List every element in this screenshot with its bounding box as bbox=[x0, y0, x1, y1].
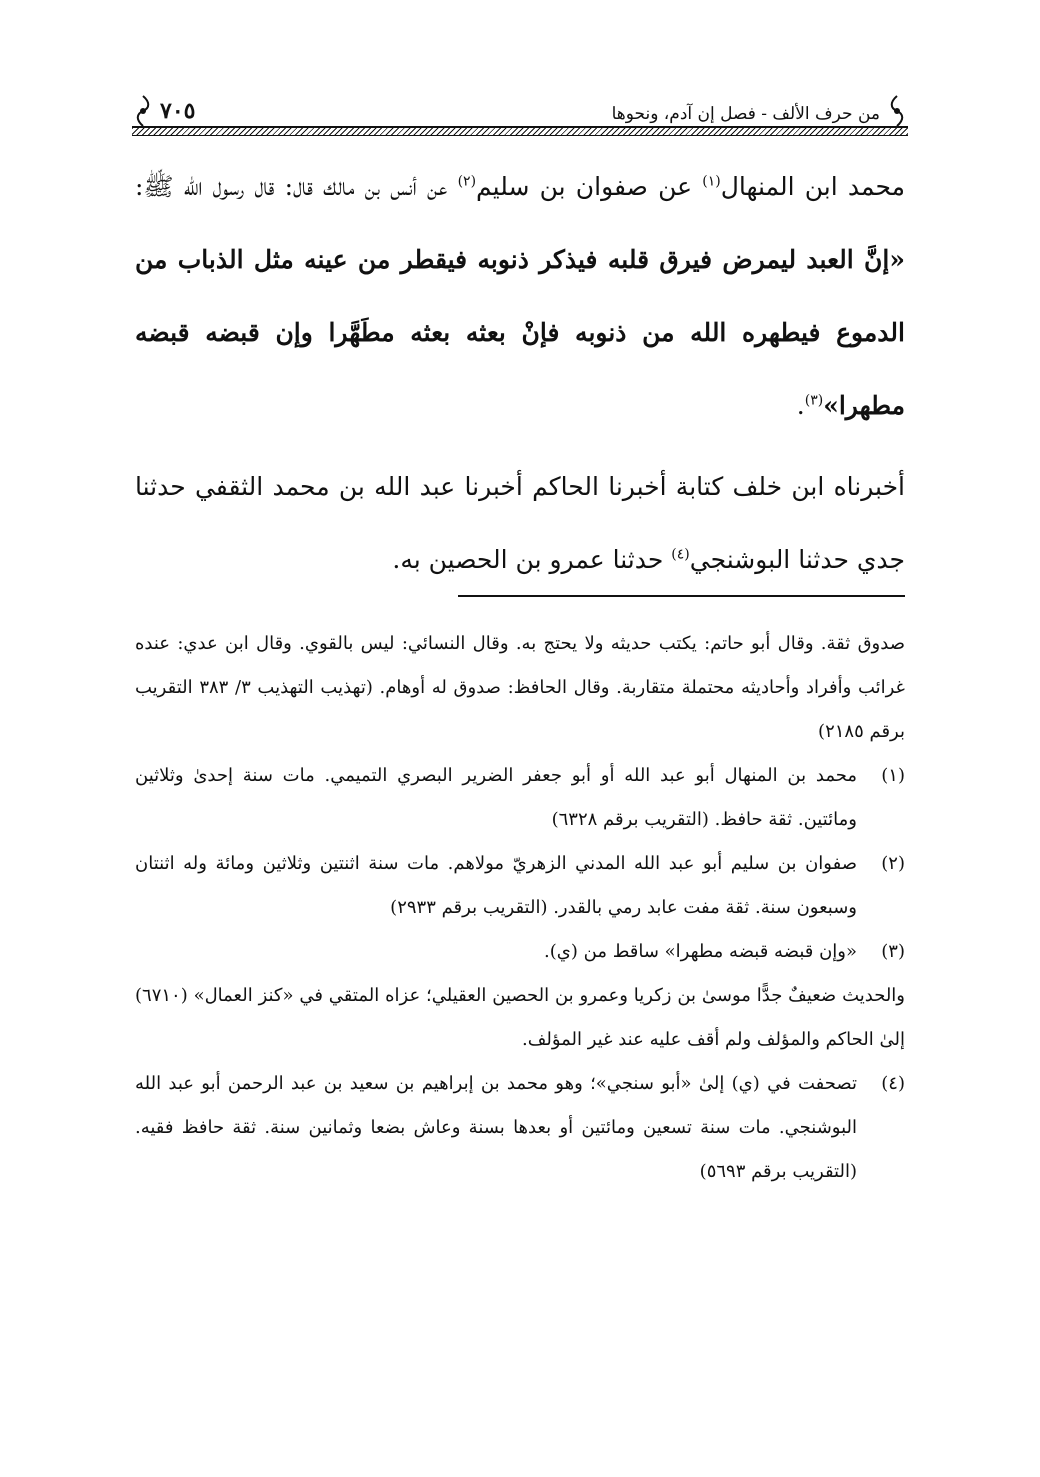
footnote-continuation: صدوق ثقة. وقال أبو حاتم: يكتب حديثه ولا يحتج به. وقال النسائي: ليس بالقوي. وقال ابن عدي: عنده غرائب وأفراد وأحاديثه محتملة متقاربة. وقال الحافظ: صدوق له أوهام. (تهذيب التهذيب ٣/ ٣٨٣ التقريب برقم ٢١٨٥) bbox=[135, 633, 905, 742]
page-header bbox=[132, 88, 908, 138]
footnote-text: «وإن قبضه قبضه مطهرا» ساقط من (ي). bbox=[544, 941, 857, 962]
narrator-text: عن أنس بن مالك قال: قال رسول الله ﷺ: bbox=[135, 172, 458, 201]
footnote-2 bbox=[135, 842, 905, 930]
footnote-number: (٣) bbox=[881, 941, 905, 962]
footnote-number: (٤) bbox=[881, 1073, 905, 1094]
footnote-ref-2[interactable]: (٢) bbox=[457, 173, 477, 190]
footnote-1 bbox=[135, 754, 905, 842]
footnote-ref-3[interactable]: (٣) bbox=[804, 392, 824, 409]
footnote-3-continuation: والحديث ضعيفٌ جدًّا موسىٰ بن زكريا وعمرو بن الحصين العقيلي؛ عزاه المتقي في «كنز العمال» (٦٧١٠) إلىٰ الحاكم والمؤلف ولم أقف عليه عند غير المؤلف. bbox=[135, 985, 905, 1050]
footnote-text: تصحفت في (ي) إلىٰ «أبو سنجي»؛ وهو محمد بن إبراهيم بن سعيد بن عبد الرحمن أبو عبد الله البوشنجي. مات سنة تسعين ومائتين أو بعدها بسنة وعاش بضعا وثمانين سنة. ثقة حافظ فقيه. (التقريب برقم ٥٦٩٣) bbox=[135, 1073, 857, 1182]
sentence-end: . bbox=[796, 391, 805, 420]
paragraph-hadith bbox=[135, 150, 905, 442]
running-header-title: من حرف الألف - فصل إن آدم، ونحوها bbox=[611, 104, 880, 124]
page-number: ٧٠٥ bbox=[160, 98, 196, 124]
footnote-4 bbox=[135, 1062, 905, 1194]
footnote-text: محمد بن المنهال أبو عبد الله أو أبو جعفر الضرير البصري التميمي. مات سنة إحدىٰ وثلاثين ومائتين. ثقة حافظ. (التقريب برقم ٦٣٢٨) bbox=[135, 765, 857, 830]
ornament-icon bbox=[132, 94, 154, 128]
footnote-ref-1[interactable]: (١) bbox=[702, 173, 721, 190]
footnotes bbox=[135, 622, 905, 1194]
paragraph-chain bbox=[135, 450, 905, 596]
footnote-ref-4[interactable]: (٤) bbox=[671, 546, 690, 563]
footnote-number: (١) bbox=[881, 765, 905, 786]
hadith-text: «إنَّ العبد ليمرض فيرق قلبه فيذكر ذنوبه فيقطر من عينه مثل الذباب من الدموع فيطهره الله من ذنوبه فإنْ بعثه بعثه مطَهَّرا وإن قبضه قبضه مطهرا» bbox=[135, 245, 905, 420]
footnote-number: (٢) bbox=[881, 853, 905, 874]
footnote-text: صفوان بن سليم أبو عبد الله المدني الزهريّ مولاهم. مات سنة اثنتين وثلاثين ومائة وله اثنتان وسبعون سنة. ثقة مفت عابد رمي بالقدر. (التقريب برقم ٢٩٣٣) bbox=[135, 853, 857, 918]
narrator-text: عن صفوان بن سليم bbox=[476, 172, 703, 201]
footnote-3 bbox=[135, 930, 905, 974]
header-divider bbox=[132, 126, 908, 136]
footnote-divider bbox=[458, 595, 905, 597]
narrator-text: محمد ابن المنهال bbox=[720, 172, 905, 201]
chain-text: أخبرناه ابن خلف كتابة أخبرنا الحاكم أخبرنا عبد الله بن محمد الثقفي حدثنا جدي حدثنا البوشنجي bbox=[135, 472, 905, 574]
ornament-icon bbox=[886, 94, 908, 128]
chain-text: حدثنا عمرو بن الحصين به. bbox=[392, 545, 672, 574]
